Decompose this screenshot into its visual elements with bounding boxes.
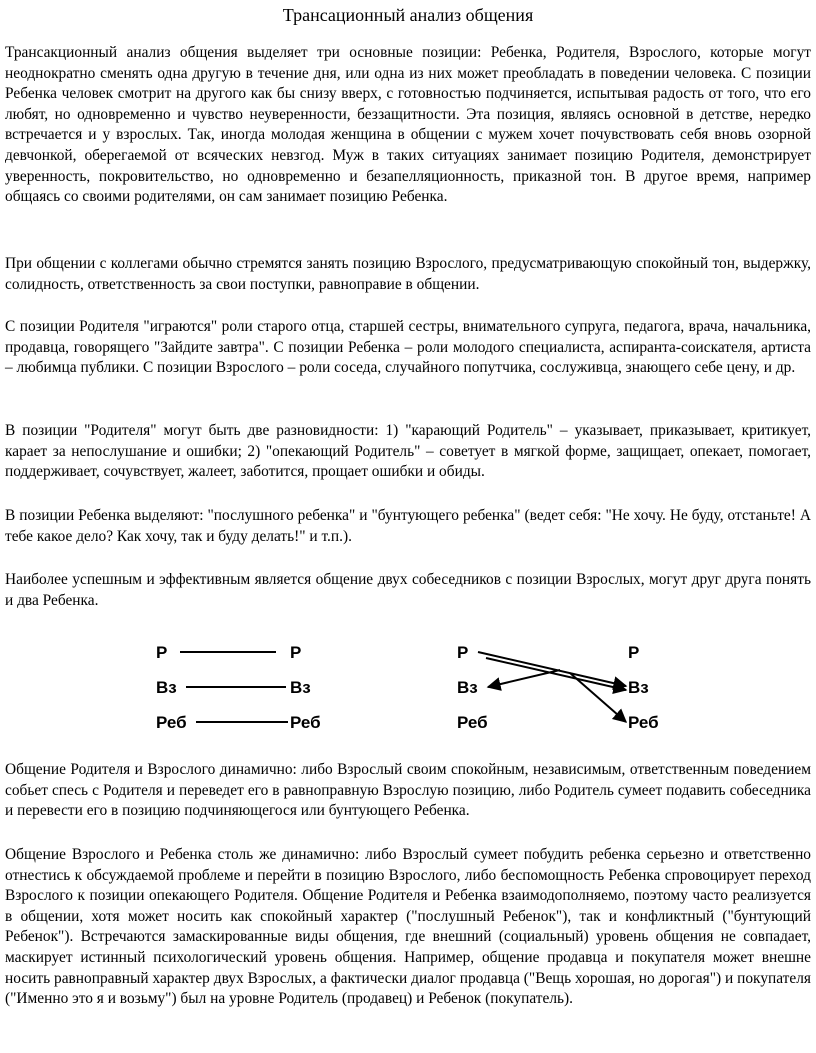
cross-arrow-parent-to-adult [478, 652, 626, 686]
paragraph-intro: Трансакционный анализ общения выделяет три основные позиции: Ребенка, Родителя, Взрослого, которые могут неоднократно сменять одна другую в течение дня, или одна из них может преобладать в поведении человека. С позиции Ребенка человек смотрит на другого как бы снизу вверх, с готовностью подчиняется, испытывая радость от того, что его любят, но одновременно и чувство неуверенности, беззащитности. Эта позиция, являясь основной в детстве, нередко встречается и у взрослых. Так, иногда молодая женщина в общении с мужем хочет почувствовать себя вновь озорной девчонкой, оберегаемой от всяческих невзгод. Муж в таких ситуациях занимает позицию Родителя, демонстрирует уверенность, покровительство, но одновременно и безапелляционность, приказной тон. В другое время, например общаясь со своими родителями, он сам занимает позицию Ребенка. [5, 44, 811, 206]
paragraph-effective: Наиболее успешным и эффективным является общение двух собеседников с позиции Взрослых, могут друг друга понять и два Ребенка. [5, 571, 811, 609]
cross-arrow-parent-to-adult-2 [486, 658, 626, 690]
paragraph-parent-adult: Общение Родителя и Взрослого динамично: либо Взрослый своим спокойным, независимым, ответственным поведением собьет спесь с Родителя и переведет его в равноправную Взрослую позицию, либо Родитель сумеет подавить собеседника и перевести его в позицию подчиняющегося или бунтующего Ребенка. [5, 761, 811, 820]
diagram-cross-right-child-label: Реб [628, 713, 659, 732]
diagram-right-child-label: Реб [290, 713, 321, 732]
paragraph-roles: С позиции Родителя "играются" роли старого отца, старшей сестры, внимательного супруга, педагога, врача, начальника, продавца, говорящего "Зайдите завтра". С позиции Ребенка – роли молодого специалиста, аспиранта-соискателя, артиста – любимца публики. С позиции Взрослого – роли соседа, случайного попутчика, сослуживца, знающего себе цену, и др. [5, 318, 811, 377]
diagram-right-adult-label: Вз [290, 678, 311, 697]
paragraph-parent-types: В позиции "Родителя" могут быть две разновидности: 1) "карающий Родитель" – указывает, приказывает, критикует, карает за непослушание и ошибки; 2) "опекающий Родитель" – советует в мягкой форме, защищает, опекает, помогает, поддерживает, сочувствует, жалеет, заботится, прощает ошибки и обиды. [5, 422, 811, 481]
page-title: Трансационный анализ общения [282, 5, 534, 25]
paragraph-child-types: В позиции Ребенка выделяют: "послушного ребенка" и "бунтующего ребенка" (ведет себя: "Не хочу. Не буду, отстаньте! А тебе какое дело? Как хочу, так и буду делать!" и т.п.). [5, 507, 811, 545]
diagram-left-parent-label: Р [156, 643, 168, 662]
diagram-left-adult-label: Вз [156, 678, 177, 697]
diagram-cross-left-child-label: Реб [457, 713, 488, 732]
diagram-cross-left-adult-label: Вз [457, 678, 478, 697]
diagram-cross-right-parent-label: Р [628, 643, 640, 662]
paragraph-colleagues: При общении с коллегами обычно стремятся занять позицию Взрослого, предусматривающую спокойный тон, выдержку, солидность, ответственность за свои поступки, равноправие в общении. [5, 255, 811, 293]
paragraph-adult-child: Общение Взрослого и Ребенка столь же динамично: либо Взрослый сумеет побудить ребенка серьезно и ответственно отнестись к обсуждаемой проблеме и перейти в позицию Взрослого, либо беспомощность Ребенка спровоцирует переход Взрослого к позиции опекающего Родителя. Общение Родителя и Ребенка взаимодополняемо, поэтому часто реализуется в общении, хотя может носить как спокойный характер ("послушный Ребенок"), так и конфликтный ("бунтующий Ребенок"). Встречаются замаскированные виды общения, где внешний (социальный) уровень общения не совпадает, маскирует истинный психологический уровень общения. Например, общение продавца и покупателя может внешне носить равноправный характер двух Взрослых, а фактически диалог продавца ("Вещь хорошая, но дорогая") и покупателя ("Именно это я и возьму") был на уровне Родитель (продавец) и Ребенок (покупатель). [5, 846, 811, 1008]
diagram-right-parent-label: Р [290, 643, 302, 662]
diagram-cross-right-adult-label: Вз [628, 678, 649, 697]
diagram-cross-left-parent-label: Р [457, 643, 469, 662]
diagram-left-child-label: Реб [156, 713, 187, 732]
transaction-diagram [0, 630, 816, 740]
cross-arrow-to-left-adult [488, 670, 560, 687]
